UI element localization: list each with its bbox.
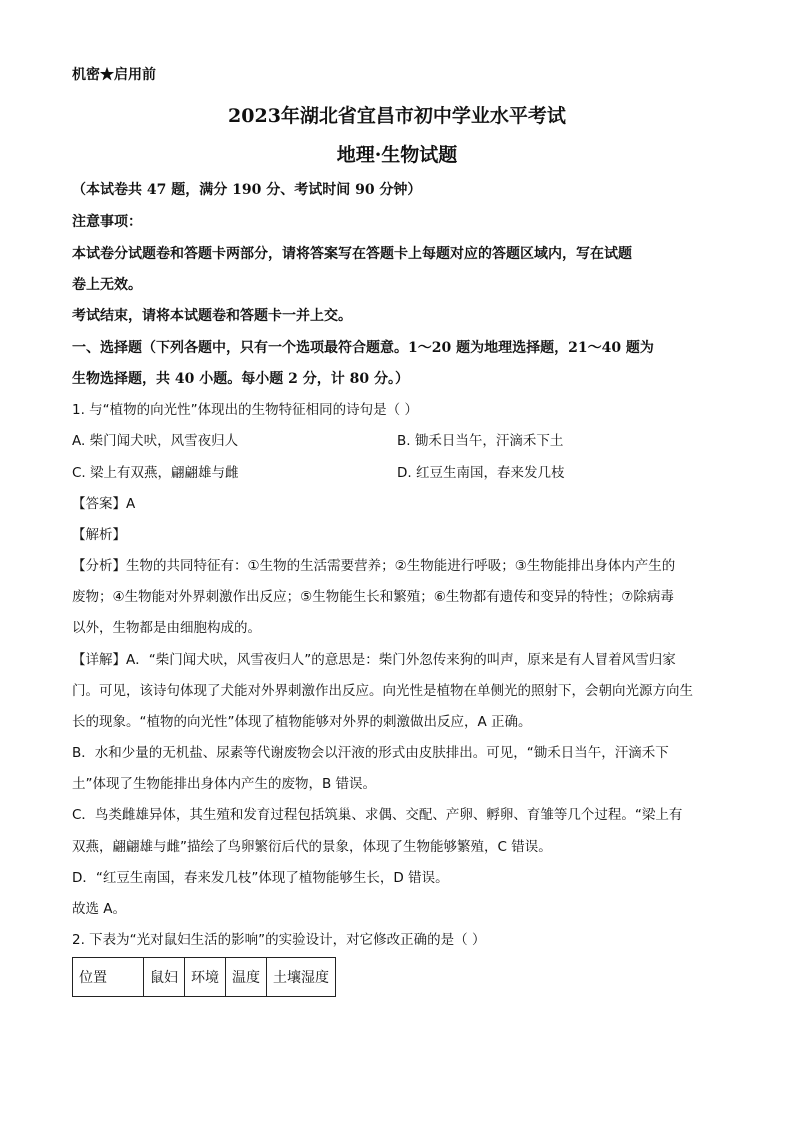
notice-item-1-line-2: 卷上无效。	[72, 277, 142, 293]
confidential-label: 机密★启用前	[72, 67, 156, 83]
question-1-option-b: B. 锄禾日当午，汗滴禾下土	[397, 433, 564, 449]
experiment-table	[72, 957, 336, 997]
table-header-row	[73, 958, 336, 997]
question-1-answer: 【答案】A	[72, 496, 136, 512]
question-2-stem: 2. 下表为“光对鼠妇生活的影响”的实验设计，对它修改正确的是（ ）	[72, 932, 486, 948]
question-1-analysis-line: 以外，生物都是由细胞构成的。	[72, 620, 261, 636]
exam-title: 2023年湖北省宜昌市初中学业水平考试	[228, 105, 566, 127]
section-heading-line-1: 一、选择题（下列各题中，只有一个选项最符合题意。1～20 题为地理选择题，21～40 题为	[72, 340, 654, 356]
question-1-analysis-line: 废物；④生物能对外界刺激作出反应；⑤生物能生长和繁殖；⑥生物都有遗传和变异的特性；⑦除病毒	[72, 589, 674, 605]
question-1-detail-line: C．鸟类雌雄异体，其生殖和发育过程包括筑巢、求偶、交配、产卵、孵卵、育雏等几个过程。“梁上有	[72, 807, 683, 823]
question-1-detail-line: 【详解】A．“柴门闻犬吠，风雪夜归人”的意思是：柴门外忽传来狗的叫声，原来是有人冒着风雪归家	[72, 652, 676, 668]
question-1-detail-line: 双燕，翩翩雄与雌”描绘了鸟卵繁衍后代的景象，体现了生物能够繁殖，C 错误。	[72, 839, 552, 855]
table-header-cell: 土壤湿度	[267, 958, 336, 997]
question-1-option-c: C. 梁上有双燕，翩翩雄与雌	[72, 465, 239, 481]
question-1-option-d: D. 红豆生南国，春来发几枝	[397, 465, 565, 481]
question-1-analysis-heading: 【解析】	[72, 527, 126, 543]
exam-subtitle: 地理·生物试题	[336, 144, 458, 166]
table-header-cell: 温度	[226, 958, 267, 997]
question-1-stem: 1. 与“植物的向光性”体现出的生物特征相同的诗句是（ ）	[72, 402, 418, 418]
question-1-conclusion: 故选 A。	[72, 901, 127, 917]
question-1-detail-line: 土”体现了生物能排出身体内产生的废物，B 错误。	[72, 776, 377, 792]
question-1-detail-line: 门。可见，该诗句体现了犬能对外界刺激作出反应。向光性是植物在单侧光的照射下，会朝向光源方向生	[72, 683, 693, 699]
question-1-detail-line: 长的现象。“植物的向光性”体现了植物能够对外界的刺激做出反应，A 正确。	[72, 714, 532, 730]
question-1-option-a: A. 柴门闻犬吠，风雪夜归人	[72, 433, 239, 449]
table-header-cell: 位置	[73, 958, 144, 997]
exam-info: （本试卷共 47 题，满分 190 分、考试时间 90 分钟）	[72, 182, 422, 198]
table-header-cell: 环境	[185, 958, 226, 997]
notice-heading: 注意事项：	[72, 214, 142, 230]
question-1-detail-line: B．水和少量的无机盐、尿素等代谢废物会以汗液的形式由皮肤排出。可见，“锄禾日当午，汗滴禾下	[72, 745, 669, 761]
question-1-analysis-line: 【分析】生物的共同特征有：①生物的生活需要营养；②生物能进行呼吸；③生物能排出身体内产生的	[72, 558, 676, 574]
table-header-cell: 鼠妇	[144, 958, 185, 997]
notice-item-2: 考试结束，请将本试题卷和答题卡一并上交。	[72, 308, 352, 324]
notice-item-1-line-1: 本试卷分试题卷和答题卡两部分，请将答案写在答题卡上每题对应的答题区域内，写在试题	[72, 246, 632, 262]
question-1-detail-line: D．“红豆生南国，春来发几枝”体现了植物能够生长，D 错误。	[72, 870, 449, 886]
section-heading-line-2: 生物选择题，共 40 小题。每小题 2 分，计 80 分。）	[72, 371, 409, 387]
